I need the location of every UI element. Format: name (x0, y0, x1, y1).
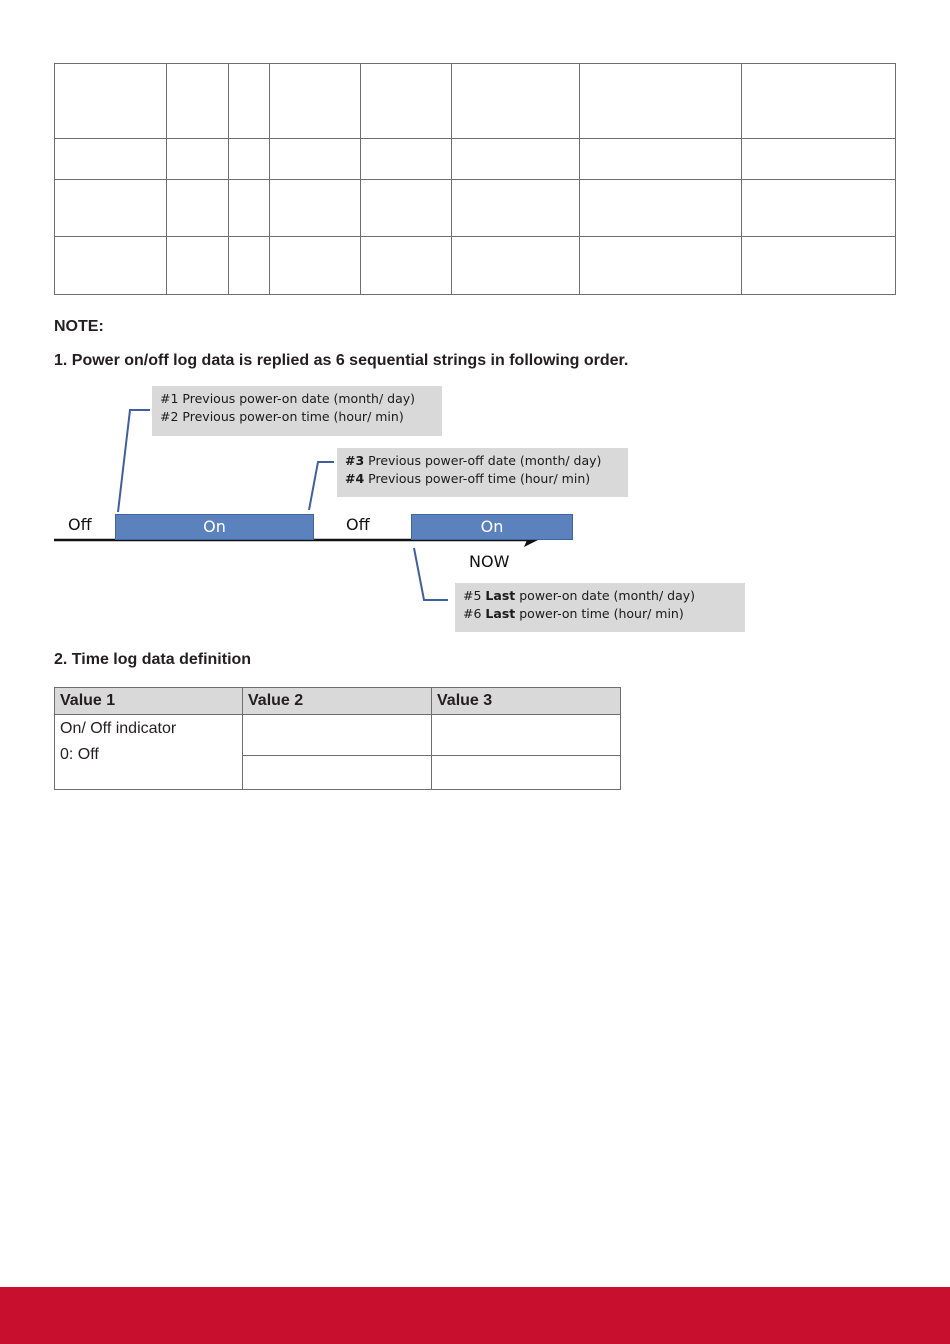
value-3-cell (432, 715, 621, 756)
note-item-2: 2. Time log data definition (54, 651, 252, 668)
now-label: NOW (469, 552, 510, 571)
connector-callout-1 (118, 410, 150, 512)
on-segment-1: On (115, 514, 314, 540)
table-row (55, 715, 621, 756)
value-2-cell (243, 715, 432, 756)
header-value-3: Value 3 (432, 688, 621, 715)
table-header-row (55, 688, 621, 715)
callout-previous-power-on: #1 Previous power-on date (month/ day) #2 Previous power-on time (hour/ min) (152, 386, 442, 436)
header-value-1: Value 1 (55, 688, 243, 715)
time-log-definition-table (54, 687, 621, 790)
connector-callout-2 (309, 462, 334, 510)
callout-previous-power-off: #3 Previous power-off date (month/ day) #4 Previous power-off time (hour/ min) (337, 448, 628, 497)
off-label-2: Off (346, 515, 370, 534)
off-label-1: Off (68, 515, 92, 534)
connector-callout-3 (414, 548, 448, 600)
value-3-cell (432, 756, 621, 790)
footer-bar (0, 1287, 950, 1344)
note-item-1: 1. Power on/off log data is replied as 6 sequential strings in following order. (54, 352, 629, 369)
value-1-line-1: On/ Off indicator (60, 720, 177, 737)
value-1-cell (55, 715, 243, 790)
table-row (55, 139, 896, 180)
header-value-2: Value 2 (243, 688, 432, 715)
note-heading: NOTE: (54, 318, 104, 335)
power-log-diagram (0, 380, 950, 640)
top-empty-table (54, 63, 896, 295)
on-segment-2: On (411, 514, 573, 540)
callout-last-power-on: #5 Last power-on date (month/ day) #6 Last power-on time (hour/ min) (455, 583, 745, 632)
table-row (55, 64, 896, 139)
table-row (55, 237, 896, 295)
table-row (55, 180, 896, 237)
value-2-cell (243, 756, 432, 790)
value-1-line-2: 0: Off (60, 746, 99, 763)
